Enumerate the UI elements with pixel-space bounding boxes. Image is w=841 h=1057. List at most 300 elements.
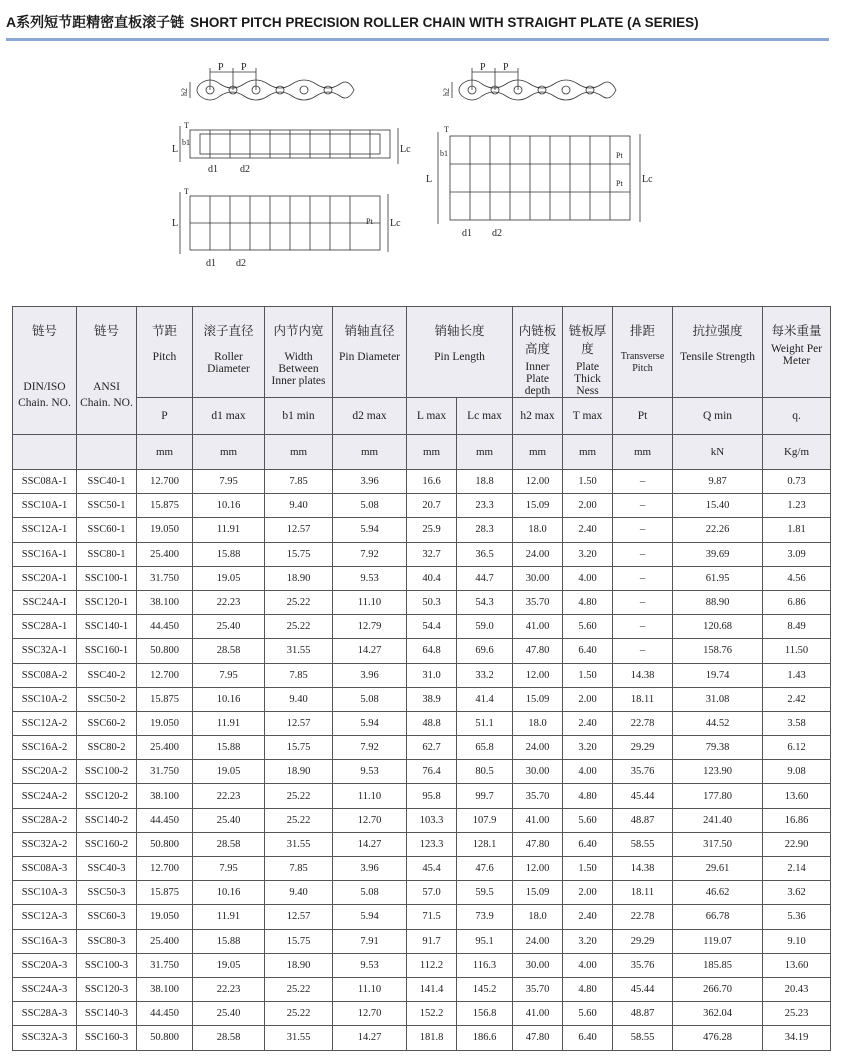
table-cell: 30.00 bbox=[513, 953, 563, 977]
table-cell: 25.400 bbox=[137, 542, 193, 566]
table-cell: 4.80 bbox=[563, 590, 613, 614]
table-body bbox=[13, 470, 831, 1051]
table-cell: 18.8 bbox=[457, 470, 513, 494]
l-label-1: L bbox=[172, 144, 179, 155]
table-cell: 3.96 bbox=[333, 663, 407, 687]
table-cell: 18.0 bbox=[513, 518, 563, 542]
table-cell: 58.55 bbox=[613, 1026, 673, 1050]
table-cell: 15.75 bbox=[265, 736, 333, 760]
table-cell: 116.3 bbox=[457, 953, 513, 977]
table-cell: 47.80 bbox=[513, 832, 563, 856]
table-cell: SSC80-2 bbox=[77, 736, 137, 760]
table-cell: 44.7 bbox=[457, 566, 513, 590]
table-cell: 14.38 bbox=[613, 857, 673, 881]
table-cell: 2.00 bbox=[563, 687, 613, 711]
table-cell: 14.27 bbox=[333, 832, 407, 856]
table-cell: 5.36 bbox=[763, 905, 831, 929]
table-cell: 7.92 bbox=[333, 736, 407, 760]
table-cell: SSC160-1 bbox=[77, 639, 137, 663]
d1-label-3: d1 bbox=[462, 228, 472, 239]
table-cell: – bbox=[613, 518, 673, 542]
table-cell: 14.27 bbox=[333, 1026, 407, 1050]
table-cell: 11.50 bbox=[763, 639, 831, 663]
table-cell: 95.1 bbox=[457, 929, 513, 953]
table-row bbox=[13, 615, 831, 639]
table-cell: 5.60 bbox=[563, 615, 613, 639]
table-cell: 152.2 bbox=[407, 1002, 457, 1026]
table-cell: 2.40 bbox=[563, 711, 613, 735]
table-cell: 76.4 bbox=[407, 760, 457, 784]
table-cell: 3.96 bbox=[333, 857, 407, 881]
table-cell: 35.70 bbox=[513, 784, 563, 808]
table-cell: SSC16A-2 bbox=[13, 736, 77, 760]
table-cell: 7.85 bbox=[265, 857, 333, 881]
table-cell: SSC08A-1 bbox=[13, 470, 77, 494]
table-cell: SSC08A-3 bbox=[13, 857, 77, 881]
table-cell: 15.75 bbox=[265, 542, 333, 566]
table-row bbox=[13, 566, 831, 590]
table-cell: SSC32A-1 bbox=[13, 639, 77, 663]
table-cell: 5.94 bbox=[333, 518, 407, 542]
table-cell: SSC50-1 bbox=[77, 494, 137, 518]
table-cell: 10.16 bbox=[193, 494, 265, 518]
table-cell: 25.400 bbox=[137, 929, 193, 953]
col-tensile-header: 抗拉强度 Tensile Strength bbox=[673, 307, 763, 398]
table-cell: 24.00 bbox=[513, 542, 563, 566]
table-cell: 12.70 bbox=[333, 808, 407, 832]
table-cell: 123.90 bbox=[673, 760, 763, 784]
table-cell: 9.40 bbox=[265, 687, 333, 711]
table-cell: 8.49 bbox=[763, 615, 831, 639]
table-cell: 91.7 bbox=[407, 929, 457, 953]
table-cell: 19.050 bbox=[137, 711, 193, 735]
table-cell: 12.79 bbox=[333, 615, 407, 639]
table-cell: 15.09 bbox=[513, 881, 563, 905]
table-cell: 31.750 bbox=[137, 953, 193, 977]
table-cell: 266.70 bbox=[673, 977, 763, 1001]
table-cell: SSC140-2 bbox=[77, 808, 137, 832]
table-cell: – bbox=[613, 470, 673, 494]
table-cell: 2.40 bbox=[563, 905, 613, 929]
table-cell: 158.76 bbox=[673, 639, 763, 663]
table-cell: 31.55 bbox=[265, 639, 333, 663]
table-cell: 10.16 bbox=[193, 687, 265, 711]
table-cell: SSC40-2 bbox=[77, 663, 137, 687]
table-cell: 18.11 bbox=[613, 881, 673, 905]
p-label-2: P bbox=[241, 62, 247, 73]
table-cell: 107.9 bbox=[457, 808, 513, 832]
table-cell: 14.27 bbox=[333, 639, 407, 663]
table-cell: 2.00 bbox=[563, 881, 613, 905]
table-cell: SSC20A-3 bbox=[13, 953, 77, 977]
table-cell: 7.91 bbox=[333, 929, 407, 953]
table-cell: 112.2 bbox=[407, 953, 457, 977]
table-cell: 61.95 bbox=[673, 566, 763, 590]
table-cell: SSC120-2 bbox=[77, 784, 137, 808]
h2-label-1: h2 bbox=[180, 88, 189, 96]
table-cell: 128.1 bbox=[457, 832, 513, 856]
table-cell: 9.10 bbox=[763, 929, 831, 953]
table-cell: 57.0 bbox=[407, 881, 457, 905]
table-cell: 9.40 bbox=[265, 881, 333, 905]
table-cell: 13.60 bbox=[763, 953, 831, 977]
table-cell: 18.90 bbox=[265, 760, 333, 784]
table-cell: SSC24A-3 bbox=[13, 977, 77, 1001]
table-cell: 22.78 bbox=[613, 905, 673, 929]
table-cell: 50.800 bbox=[137, 639, 193, 663]
table-cell: 35.70 bbox=[513, 977, 563, 1001]
table-cell: 22.90 bbox=[763, 832, 831, 856]
table-cell: 25.22 bbox=[265, 784, 333, 808]
table-cell: 15.09 bbox=[513, 687, 563, 711]
table-cell: 3.62 bbox=[763, 881, 831, 905]
table-cell: 15.40 bbox=[673, 494, 763, 518]
table-cell: 54.4 bbox=[407, 615, 457, 639]
table-cell: SSC12A-2 bbox=[13, 711, 77, 735]
table-cell: SSC32A-3 bbox=[13, 1026, 77, 1050]
table-cell: 2.40 bbox=[563, 518, 613, 542]
table-row bbox=[13, 857, 831, 881]
l-label-3: L bbox=[426, 174, 433, 185]
table-cell: SSC10A-1 bbox=[13, 494, 77, 518]
table-cell: 4.56 bbox=[763, 566, 831, 590]
d1-label-2: d1 bbox=[206, 258, 216, 269]
table-cell: 18.0 bbox=[513, 711, 563, 735]
lc-label-3: Lc bbox=[642, 174, 653, 185]
table-cell: 3.20 bbox=[563, 736, 613, 760]
title-cn: A系列短节距精密直板滚子链 bbox=[6, 14, 185, 30]
table-cell: 69.6 bbox=[457, 639, 513, 663]
col-plate-thickness-header: 链板厚度 Plate Thick Ness bbox=[563, 307, 613, 398]
table-cell: 29.29 bbox=[613, 929, 673, 953]
table-cell: SSC100-2 bbox=[77, 760, 137, 784]
table-cell: 14.38 bbox=[613, 663, 673, 687]
table-cell: 30.00 bbox=[513, 566, 563, 590]
table-cell: 25.22 bbox=[265, 808, 333, 832]
table-cell: SSC50-2 bbox=[77, 687, 137, 711]
table-cell: SSC140-3 bbox=[77, 1002, 137, 1026]
table-cell: 12.700 bbox=[137, 857, 193, 881]
table-cell: 16.86 bbox=[763, 808, 831, 832]
table-cell: 4.80 bbox=[563, 977, 613, 1001]
table-cell: 41.4 bbox=[457, 687, 513, 711]
table-cell: 31.55 bbox=[265, 1026, 333, 1050]
l-label-2: L bbox=[172, 218, 179, 229]
table-cell: SSC32A-2 bbox=[13, 832, 77, 856]
table-cell: 22.26 bbox=[673, 518, 763, 542]
table-cell: – bbox=[613, 590, 673, 614]
table-cell: 6.12 bbox=[763, 736, 831, 760]
table-cell: 80.5 bbox=[457, 760, 513, 784]
table-cell: SSC20A-2 bbox=[13, 760, 77, 784]
table-cell: 15.88 bbox=[193, 542, 265, 566]
table-cell: 38.100 bbox=[137, 590, 193, 614]
table-cell: 4.80 bbox=[563, 784, 613, 808]
table-cell: SSC28A-2 bbox=[13, 808, 77, 832]
table-cell: SSC160-3 bbox=[77, 1026, 137, 1050]
table-cell: 6.40 bbox=[563, 832, 613, 856]
table-cell: 48.8 bbox=[407, 711, 457, 735]
table-cell: 25.40 bbox=[193, 1002, 265, 1026]
table-cell: 6.86 bbox=[763, 590, 831, 614]
table-row bbox=[13, 736, 831, 760]
table-row bbox=[13, 905, 831, 929]
table-cell: 30.00 bbox=[513, 760, 563, 784]
table-cell: 18.90 bbox=[265, 953, 333, 977]
table-cell: 15.75 bbox=[265, 929, 333, 953]
t-label-3: T bbox=[444, 125, 449, 134]
table-cell: 7.85 bbox=[265, 470, 333, 494]
table-cell: 24.00 bbox=[513, 736, 563, 760]
table-cell: 15.88 bbox=[193, 929, 265, 953]
table-cell: 95.8 bbox=[407, 784, 457, 808]
table-row bbox=[13, 760, 831, 784]
table-cell: SSC60-2 bbox=[77, 711, 137, 735]
table-cell: 12.700 bbox=[137, 663, 193, 687]
table-cell: 44.450 bbox=[137, 615, 193, 639]
table-cell: 38.100 bbox=[137, 977, 193, 1001]
p-label-3: P bbox=[480, 62, 486, 73]
pt-label-1: Pt bbox=[366, 217, 373, 226]
table-cell: 25.22 bbox=[265, 1002, 333, 1026]
p-label-4: P bbox=[503, 62, 509, 73]
lc-label-1: Lc bbox=[400, 144, 411, 155]
table-row bbox=[13, 542, 831, 566]
t-label-2: T bbox=[184, 187, 189, 196]
table-cell: 12.57 bbox=[265, 711, 333, 735]
table-cell: 34.19 bbox=[763, 1026, 831, 1050]
table-row bbox=[13, 808, 831, 832]
table-cell: SSC24A-2 bbox=[13, 784, 77, 808]
table-cell: 22.78 bbox=[613, 711, 673, 735]
table-cell: 7.95 bbox=[193, 470, 265, 494]
table-row bbox=[13, 1026, 831, 1050]
table-cell: 181.8 bbox=[407, 1026, 457, 1050]
table-cell: SSC16A-1 bbox=[13, 542, 77, 566]
table-cell: 40.4 bbox=[407, 566, 457, 590]
table-cell: 6.40 bbox=[563, 639, 613, 663]
table-cell: 7.95 bbox=[193, 857, 265, 881]
table-cell: 241.40 bbox=[673, 808, 763, 832]
table-cell: 11.91 bbox=[193, 518, 265, 542]
table-cell: 62.7 bbox=[407, 736, 457, 760]
table-cell: 12.57 bbox=[265, 905, 333, 929]
table-cell: 185.85 bbox=[673, 953, 763, 977]
b1-label-2: b1 bbox=[440, 149, 448, 158]
table-cell: 47.6 bbox=[457, 857, 513, 881]
table-cell: 1.81 bbox=[763, 518, 831, 542]
table-cell: 18.90 bbox=[265, 566, 333, 590]
table-cell: 28.58 bbox=[193, 832, 265, 856]
table-cell: 6.40 bbox=[563, 1026, 613, 1050]
pt-label-3: Pt bbox=[616, 179, 623, 188]
table-cell: 1.50 bbox=[563, 857, 613, 881]
table-cell: 31.750 bbox=[137, 760, 193, 784]
table-cell: 9.53 bbox=[333, 566, 407, 590]
table-cell: – bbox=[613, 542, 673, 566]
table-cell: 3.20 bbox=[563, 929, 613, 953]
table-cell: 28.58 bbox=[193, 1026, 265, 1050]
table-cell: 31.750 bbox=[137, 566, 193, 590]
table-cell: 16.6 bbox=[407, 470, 457, 494]
table-cell: 12.00 bbox=[513, 470, 563, 494]
table-cell: 123.3 bbox=[407, 832, 457, 856]
table-row bbox=[13, 977, 831, 1001]
table-cell: 50.800 bbox=[137, 832, 193, 856]
col-transverse-pitch-header: 排距 Transverse Pitch bbox=[613, 307, 673, 398]
col-pin-length-header: 销轴长度 Pin Length bbox=[407, 307, 513, 398]
table-row bbox=[13, 470, 831, 494]
table-cell: 9.53 bbox=[333, 760, 407, 784]
table-cell: 4.00 bbox=[563, 760, 613, 784]
table-cell: 25.9 bbox=[407, 518, 457, 542]
table-cell: 50.800 bbox=[137, 1026, 193, 1050]
col-roller-header: 滚子直径 Roller Diameter bbox=[193, 307, 265, 398]
table-cell: 11.10 bbox=[333, 977, 407, 1001]
table-cell: 79.38 bbox=[673, 736, 763, 760]
table-cell: 18.0 bbox=[513, 905, 563, 929]
table-cell: SSC40-1 bbox=[77, 470, 137, 494]
lc-label-2: Lc bbox=[390, 218, 401, 229]
top-view-simplex bbox=[172, 121, 411, 175]
table-cell: 51.1 bbox=[457, 711, 513, 735]
table-cell: 58.55 bbox=[613, 832, 673, 856]
table-cell: 0.73 bbox=[763, 470, 831, 494]
pt-label-2: Pt bbox=[616, 151, 623, 160]
h2-label-2: h2 bbox=[442, 88, 451, 96]
table-row bbox=[13, 1002, 831, 1026]
table-cell: 11.10 bbox=[333, 590, 407, 614]
table-cell: SSC120-1 bbox=[77, 590, 137, 614]
table-cell: SSC12A-1 bbox=[13, 518, 77, 542]
table-cell: 12.57 bbox=[265, 518, 333, 542]
table-cell: 50.3 bbox=[407, 590, 457, 614]
top-view-triplex bbox=[426, 125, 653, 239]
table-cell: 39.69 bbox=[673, 542, 763, 566]
symbol-row: P d1 max b1 min d2 max L max Lc max h2 max T max Pt Q min q. bbox=[13, 398, 831, 435]
d2-label-2: d2 bbox=[236, 258, 246, 269]
table-cell: 4.00 bbox=[563, 566, 613, 590]
col-plate-depth-header: 内链板高度 Inner Plate depth bbox=[513, 307, 563, 398]
table-cell: 44.450 bbox=[137, 808, 193, 832]
table-cell: 9.08 bbox=[763, 760, 831, 784]
table-cell: 48.87 bbox=[613, 1002, 673, 1026]
table-cell: SSC10A-3 bbox=[13, 881, 77, 905]
table-cell: 15.09 bbox=[513, 494, 563, 518]
table-cell: 5.60 bbox=[563, 1002, 613, 1026]
table-cell: 25.400 bbox=[137, 736, 193, 760]
table-cell: 7.95 bbox=[193, 663, 265, 687]
table-cell: SSC60-3 bbox=[77, 905, 137, 929]
table-cell: 29.61 bbox=[673, 857, 763, 881]
table-cell: 65.8 bbox=[457, 736, 513, 760]
table-cell: 12.700 bbox=[137, 470, 193, 494]
col-pin-diameter-header: 销轴直径 Pin Diameter bbox=[333, 307, 407, 398]
table-cell: 29.29 bbox=[613, 736, 673, 760]
table-cell: 28.58 bbox=[193, 639, 265, 663]
table-header bbox=[13, 307, 831, 470]
table-cell: 33.2 bbox=[457, 663, 513, 687]
table-cell: 120.68 bbox=[673, 615, 763, 639]
table-cell: 5.60 bbox=[563, 808, 613, 832]
col-pitch-header: 节距 Pitch bbox=[137, 307, 193, 398]
table-cell: 38.9 bbox=[407, 687, 457, 711]
table-cell: 35.70 bbox=[513, 590, 563, 614]
table-cell: 15.88 bbox=[193, 736, 265, 760]
unit-row: mm mm mm mm mm mm mm mm mm kN Kg/m bbox=[13, 435, 831, 470]
table-cell: 45.4 bbox=[407, 857, 457, 881]
table-cell: 141.4 bbox=[407, 977, 457, 1001]
table-cell: 9.40 bbox=[265, 494, 333, 518]
table-cell: 20.43 bbox=[763, 977, 831, 1001]
table-cell: 13.60 bbox=[763, 784, 831, 808]
table-cell: SSC50-3 bbox=[77, 881, 137, 905]
table-cell: 23.3 bbox=[457, 494, 513, 518]
table-cell: 1.43 bbox=[763, 663, 831, 687]
table-cell: 186.6 bbox=[457, 1026, 513, 1050]
table-cell: SSC20A-1 bbox=[13, 566, 77, 590]
table-cell: 12.00 bbox=[513, 663, 563, 687]
table-cell: 12.00 bbox=[513, 857, 563, 881]
table-row bbox=[13, 711, 831, 735]
table-cell: 5.94 bbox=[333, 905, 407, 929]
table-cell: 41.00 bbox=[513, 1002, 563, 1026]
table-row bbox=[13, 687, 831, 711]
table-cell: 47.80 bbox=[513, 639, 563, 663]
table-cell: 19.05 bbox=[193, 953, 265, 977]
table-cell: SSC80-3 bbox=[77, 929, 137, 953]
table-row bbox=[13, 953, 831, 977]
table-cell: SSC100-1 bbox=[77, 566, 137, 590]
table-cell: 15.875 bbox=[137, 687, 193, 711]
table-cell: 15.875 bbox=[137, 881, 193, 905]
table-cell: 5.08 bbox=[333, 881, 407, 905]
table-cell: SSC24A-I bbox=[13, 590, 77, 614]
table-cell: 25.22 bbox=[265, 590, 333, 614]
table-cell: 11.91 bbox=[193, 905, 265, 929]
table-cell: SSC08A-2 bbox=[13, 663, 77, 687]
d1-label-1: d1 bbox=[208, 164, 218, 175]
table-cell: 45.44 bbox=[613, 784, 673, 808]
table-cell: 1.23 bbox=[763, 494, 831, 518]
table-cell: 25.40 bbox=[193, 615, 265, 639]
table-cell: 44.450 bbox=[137, 1002, 193, 1026]
table-cell: 3.96 bbox=[333, 470, 407, 494]
table-cell: 177.80 bbox=[673, 784, 763, 808]
table-cell: 25.40 bbox=[193, 808, 265, 832]
table-row bbox=[13, 784, 831, 808]
table-cell: 99.7 bbox=[457, 784, 513, 808]
table-cell: SSC80-1 bbox=[77, 542, 137, 566]
table-row bbox=[13, 494, 831, 518]
table-cell: 317.50 bbox=[673, 832, 763, 856]
p-label-1: P bbox=[218, 62, 224, 73]
table-cell: 5.94 bbox=[333, 711, 407, 735]
table-cell: 25.23 bbox=[763, 1002, 831, 1026]
table-cell: 64.8 bbox=[407, 639, 457, 663]
table-cell: 32.7 bbox=[407, 542, 457, 566]
table-cell: 145.2 bbox=[457, 977, 513, 1001]
table-cell: 18.11 bbox=[613, 687, 673, 711]
table-row bbox=[13, 881, 831, 905]
table-cell: 22.23 bbox=[193, 590, 265, 614]
table-cell: 2.42 bbox=[763, 687, 831, 711]
table-cell: 46.62 bbox=[673, 881, 763, 905]
table-cell: 35.76 bbox=[613, 953, 673, 977]
table-cell: 48.87 bbox=[613, 808, 673, 832]
table-cell: 103.3 bbox=[407, 808, 457, 832]
table-cell: 7.85 bbox=[265, 663, 333, 687]
